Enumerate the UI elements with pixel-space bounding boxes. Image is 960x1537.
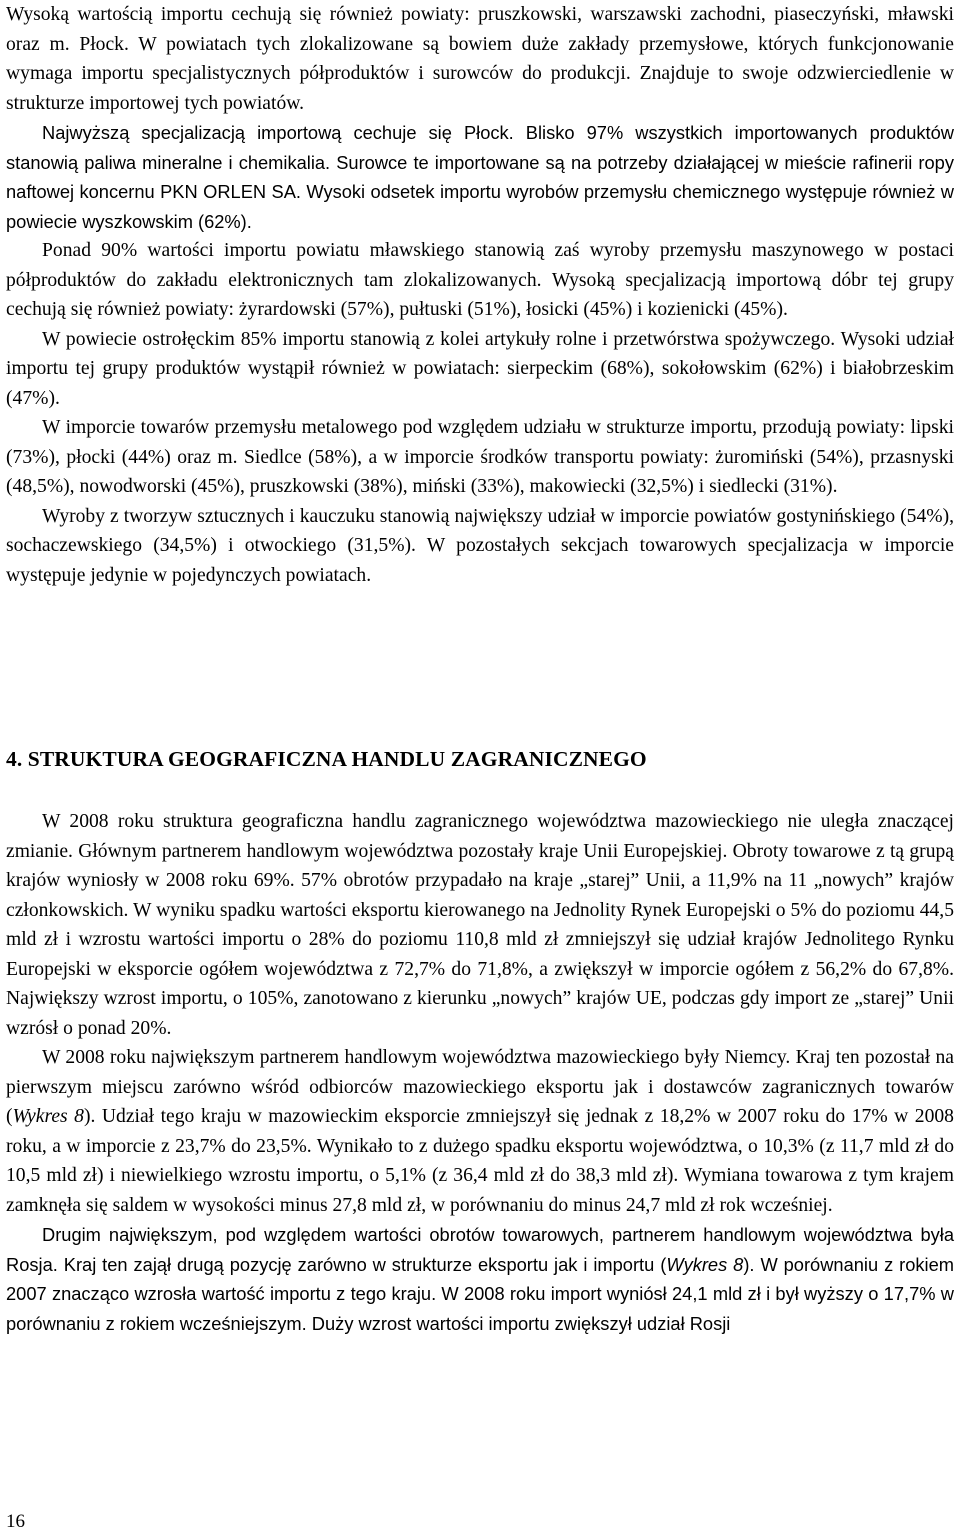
paragraph-mlawa-machinery: Ponad 90% wartości importu powiatu mławskiego stanowią zaś wyroby przemysłu maszynowego w postaci półproduktów do zakładu elektronicznych tam zlokalizowanych. Wysoką specjalizacją importową dóbr tej grupy cechują się również powiaty: żyrardowski (57%), pułtuski (51%), łosicki (45%) i kozienicki (45%). xyxy=(6,240,954,320)
paragraph-metal-transport: W imporcie towarów przemysłu metalowego pod względem udziału w strukturze importu, przodują powiaty: lipski (73%), płocki (44%) oraz m. Siedlce (58%), a w imporcie środków transportu powiaty: żuromiński (54%), przasnyski (48,5%), nowodworski (45%), pruszkowski (38%), miński (33%), makowiecki (32,5%) i siedlecki (31%). xyxy=(6,417,954,497)
paragraph-plock-specialization: Najwyższą specjalizacją importową cechuje się Płock. Blisko 97% wszystkich importowanych produktów stanowią paliwa mineralne i chemikalia. Surowce te importowane są na potrzeby działającej w mieście rafinerii ropy naftowej koncernu PKN ORLEN SA. Wysoki odsetek importu wyrobów przemysłu chemicznego występuje również w powiecie wyszkowskim (62%). xyxy=(6,122,954,232)
chart-reference-link: Wykres 8 xyxy=(666,1253,744,1275)
paragraph-eu-partners: W 2008 roku struktura geograficzna handlu zagranicznego województwa mazowieckiego nie uległa znaczącej zmianie. Głównym partnerem handlowym województwa pozostały kraje Unii Europejskiej. Obroty towarowe z tą grupą krajów wyniosły w 2008 roku 69%. 57% obrotów przypadało na kraje „starej” Unii, a 11,9% na 11 „nowych” krajów członkowskich. W wyniku spadku wartości eksportu kierowanego na Jednolity Rynek Europejski o 5% do poziomu 44,5 mld zł i wzrostu wartości importu o 28% do poziomu 110,8 mld zł zmniejszył się udział krajów Jednolitego Rynku Europejski w eksporcie ogółem województwa z 72,7% do 71,8%, a zwiększył w imporcie ogółem z 56,2% do 67,8%. Największy wzrost importu, o 105%, zanotowano z kierunku „nowych” krajów UE, podczas gdy import ze „starej” Unii wzrósł o ponad 20%. xyxy=(6,811,954,1039)
chart-reference-link: Wykres 8 xyxy=(12,1106,84,1127)
paragraph-russia-text-b: ). W porównaniu z rokiem 2007 znacząco wzrosła wartość importu z tego kraju. W 2008 roku import wyniósł 24,1 mld zł i był wyższy o 17,7% w porównaniu z rokiem wcześniejszym. Duży wzrost wartości importu zwiększył udział Rosji xyxy=(6,1253,954,1334)
paragraph-russia-partner xyxy=(6,1220,954,1338)
paragraph-germany-partner xyxy=(6,1043,954,1220)
paragraph-russia-text-a: Drugim największym, pod względem wartości obrotów towarowych, partnerem handlowym województwa była Rosja. Kraj ten zajął drugą pozycję zarówno w strukturze eksportu jak i importu ( xyxy=(6,1224,954,1275)
geographic-structure-section xyxy=(6,807,954,1338)
paragraph-germany-text-b: ). Udział tego kraju w mazowieckim eksporcie zmniejszył się jednak z 18,2% w 2007 roku do 17% w 2008 roku, a w imporcie z 23,7% do 23,5%. Wynikało to z dużego spadku eksportu województwa, o 10,3% (z 11,7 mld zł do 10,5 mld zł) i niewielkiego wzrostu importu, o 5,1% (z 36,4 mld zł do 38,3 mld zł). Wymiana towarowa z tym krajem zamknęła się saldem w wysokości minus 27,8 mld zł, w porównaniu do minus 24,7 mld zł rok wcześniej. xyxy=(6,1106,954,1216)
paragraph-ostroleka-food: W powiecie ostrołęckim 85% importu stanowią z kolei artykuły rolne i przetwórstwa spożywczego. Wysoki udział importu tej grupy produktów wystąpił również w powiatach: sierpeckim (68%), sokołowskim (62%) i białobrzeskim (47%). xyxy=(6,328,954,409)
paragraph-plastics-rubber: Wyroby z tworzyw sztucznych i kauczuku stanowią największy udział w imporcie powiatów gostynińskiego (54%), sochaczewskiego (34,5%) i otwockiego (31,5%). W pozostałych sekcjach towarowych specjalizacja w imporcie występuje jedynie w pojedynczych powiatach. xyxy=(6,505,954,586)
import-specialization-section xyxy=(6,0,954,590)
paragraph-import-districts: Wysoką wartością importu cechują się również powiaty: pruszkowski, warszawski zachodni, piaseczyński, mławski oraz m. Płock. W powiatach tych zlokalizowane są bowiem duże zakłady przemysłowe, których funkcjonowanie wymaga importu specjalistycznych półproduktów i surowców do produkcji. Znajduje to swoje odzwierciedlenie w strukturze importowej tych powiatów. xyxy=(6,4,954,114)
paragraph-germany-text-a: W 2008 roku największym partnerem handlowym województwa mazowieckiego były Niemcy. Kraj ten pozostał na pierwszym miejscu zarówno wśród odbiorców mazowieckiego eksportu jak i dostawców zagranicznych towarów ( xyxy=(6,1047,954,1127)
section-heading: 4. STRUKTURA GEOGRAFICZNA HANDLU ZAGRANICZNEGO xyxy=(6,747,647,771)
page-number: 16 xyxy=(6,1511,25,1532)
